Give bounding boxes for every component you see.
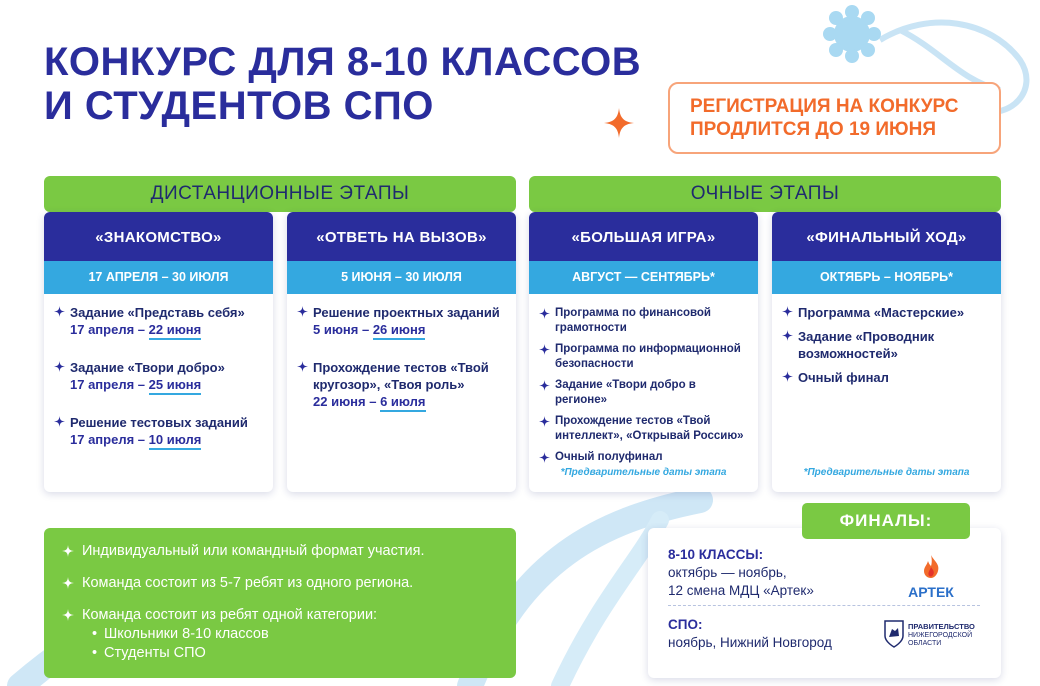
finals-tag: ФИНАЛЫ: — [802, 503, 970, 539]
item-text: Задание «Представь себя» — [70, 305, 245, 320]
star-bullet-icon — [539, 344, 550, 355]
item-text: Индивидуальный или командный формат участия. — [82, 543, 425, 559]
item-text: Команда состоит из 5-7 ребят из одного региона. — [82, 575, 414, 591]
stage-dates: 17 АПРЕЛЯ – 30 ИЮЛЯ — [44, 261, 273, 294]
list-item — [62, 574, 516, 593]
list-item — [539, 342, 750, 372]
preliminary-dates-note: *Предварительные даты этапа — [560, 467, 727, 478]
finals-group-1-line-1: октябрь — ноябрь, — [668, 565, 787, 580]
registration-line-2: ПРОДЛИТСЯ ДО 19 ИЮНЯ — [690, 119, 937, 140]
snowflake-icon — [823, 5, 881, 63]
star-bullet-icon — [62, 609, 74, 621]
item-date-start: 17 апреля – — [70, 377, 149, 392]
item-date-end: 25 июня — [149, 377, 202, 395]
stage-title: «ЗНАКОМСТВО» — [44, 212, 273, 261]
item-date-start: 17 апреля – — [70, 322, 149, 337]
item-text: Прохождение тестов «Твой кругозор», «Твоя роль» — [313, 360, 489, 392]
star-bullet-icon — [62, 545, 74, 557]
artek-logo-text: АРТЕК — [908, 584, 954, 600]
star-bullet-icon — [539, 380, 550, 391]
orange-star-icon — [604, 108, 634, 138]
item-text: Команда состоит из ребят одной категории: — [82, 607, 378, 623]
list-item — [62, 542, 516, 561]
stage-dates: АВГУСТ — СЕНТЯБРЬ* — [529, 261, 758, 294]
item-date-start: 22 июня – — [313, 394, 381, 409]
finals-group-1-label: 8-10 КЛАССЫ: — [668, 547, 764, 562]
stage-dates: ОКТЯБРЬ – НОЯБРЬ* — [772, 261, 1001, 294]
divider — [668, 605, 980, 606]
title-line-1: КОНКУРС ДЛЯ 8-10 КЛАССОВ — [44, 40, 642, 84]
section-remote-stages: ДИСТАНЦИОННЫЕ ЭТАПЫ — [44, 176, 516, 212]
government-logo-text — [908, 623, 975, 648]
stage-card-3 — [529, 212, 758, 492]
list-item — [539, 306, 750, 336]
item-date-end: 26 июня — [373, 322, 426, 340]
gov-logo-line-2: НИЖЕГОРОДСКОЙ — [908, 632, 973, 639]
preliminary-dates-note: *Предварительные даты этапа — [803, 467, 970, 478]
list-item — [297, 304, 508, 338]
list-item — [297, 359, 508, 410]
item-text: Задание «Твори добро в регионе» — [555, 379, 696, 406]
registration-line-1: РЕГИСТРАЦИЯ НА КОНКУРС — [690, 96, 959, 117]
item-date-start: 17 апреля – — [70, 432, 149, 447]
stage-title: «ОТВЕТЬ НА ВЫЗОВ» — [287, 212, 516, 261]
stage-title: «БОЛЬШАЯ ИГРА» — [529, 212, 758, 261]
item-date-start: 5 июня – — [313, 322, 373, 337]
stage-dates: 5 ИЮНЯ – 30 ИЮЛЯ — [287, 261, 516, 294]
star-bullet-icon — [782, 330, 793, 341]
star-bullet-icon — [539, 416, 550, 427]
finals-group-1 — [668, 546, 814, 600]
section-inperson-stages: ОЧНЫЕ ЭТАПЫ — [529, 176, 1001, 212]
flame-icon — [920, 555, 942, 579]
star-bullet-icon — [297, 306, 308, 317]
registration-notice — [668, 82, 1001, 154]
page-title — [44, 40, 641, 128]
item-text: Программа «Мастерские» — [798, 305, 965, 320]
star-bullet-icon — [54, 306, 65, 317]
list-item — [539, 414, 750, 444]
participation-info — [44, 528, 516, 678]
list-item — [539, 450, 750, 465]
finals-group-2 — [668, 616, 832, 652]
item-text: Очный финал — [798, 370, 889, 385]
item-date-end: 6 июля — [380, 394, 425, 412]
list-item — [782, 304, 993, 321]
star-bullet-icon — [62, 577, 74, 589]
item-text: Решение проектных заданий — [313, 305, 500, 320]
item-text: Задание «Твори добро» — [70, 360, 225, 375]
list-item — [54, 304, 265, 338]
finals-group-1-line-2: 12 смена МДЦ «Артек» — [668, 583, 814, 598]
star-bullet-icon — [539, 308, 550, 319]
sub-list-item: • Школьники 8-10 классов — [62, 625, 516, 644]
star-bullet-icon — [782, 371, 793, 382]
item-text: Прохождение тестов «Твой интеллект», «Открывай Россию» — [555, 415, 744, 442]
finals-group-2-line-1: ноябрь, Нижний Новгород — [668, 635, 832, 650]
title-line-2: И СТУДЕНТОВ СПО — [44, 84, 434, 128]
item-text: Программа по финансовой грамотности — [555, 307, 711, 334]
item-text: Очный полуфинал — [555, 451, 663, 463]
star-bullet-icon — [54, 416, 65, 427]
list-item — [782, 369, 993, 386]
government-logo — [884, 620, 994, 654]
sub-list-item: • Студенты СПО — [62, 644, 516, 663]
stage-title: «ФИНАЛЬНЫЙ ХОД» — [772, 212, 1001, 261]
list-item — [62, 606, 516, 625]
star-bullet-icon — [782, 306, 793, 317]
coat-of-arms-icon — [884, 620, 904, 648]
star-bullet-icon — [54, 361, 65, 372]
list-item — [54, 359, 265, 393]
stage-card-4 — [772, 212, 1001, 492]
stage-card-1 — [44, 212, 273, 492]
gov-logo-line-1: ПРАВИТЕЛЬСТВО — [908, 622, 975, 631]
gov-logo-line-3: ОБЛАСТИ — [908, 640, 942, 647]
star-bullet-icon — [297, 361, 308, 372]
item-date-end: 22 июня — [149, 322, 202, 340]
item-date-end: 10 июля — [149, 432, 202, 450]
stage-card-2 — [287, 212, 516, 492]
list-item — [54, 414, 265, 448]
list-item — [539, 378, 750, 408]
artek-logo — [900, 555, 962, 600]
item-text: Задание «Проводник возможностей» — [798, 329, 935, 361]
finals-group-2-label: СПО: — [668, 617, 703, 632]
item-text: Решение тестовых заданий — [70, 415, 248, 430]
list-item — [782, 328, 993, 362]
item-text: Программа по информационной безопасности — [555, 343, 741, 370]
star-bullet-icon — [539, 452, 550, 463]
